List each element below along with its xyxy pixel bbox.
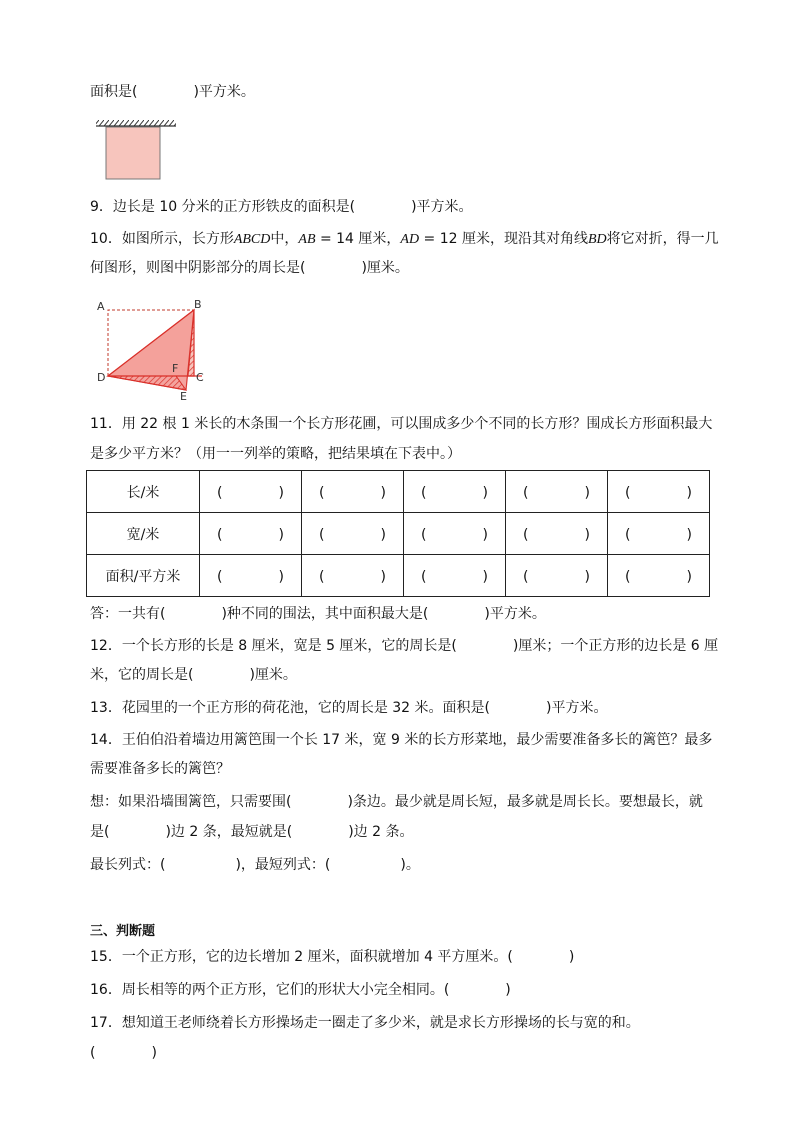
q10-line1 (90, 229, 719, 250)
q14-line4: 是( )边 2 条，最短就是( )边 2 条。 (90, 824, 414, 840)
q12-line2: 米，它的周长是( )厘米。 (90, 667, 297, 683)
hanging-rectangle-figure (94, 120, 184, 186)
shaded-region-lower (108, 376, 186, 390)
table-cell-blank[interactable]: ( ) (302, 555, 404, 597)
q15-text: 15．一个正方形，它的边长增加 2 厘米，面积就增加 4 平方厘米。( ) (90, 949, 575, 965)
table-cell-blank[interactable]: ( ) (506, 513, 608, 555)
q10-text-part: 将它对折，得一几 (606, 231, 719, 247)
label-c: C (196, 371, 204, 384)
folded-rectangle-figure (94, 296, 224, 400)
q10-var-abcd: ABCD (233, 232, 271, 247)
q10-var-bd: BD (587, 232, 607, 247)
table-cell-blank[interactable]: ( ) (302, 471, 404, 513)
q10-line2: 何图形，则图中阴影部分的周长是( )厘米。 (90, 260, 409, 276)
table-cell-blank[interactable]: ( ) (200, 555, 302, 597)
row-label-area: 面积/平方米 (87, 555, 200, 597)
q10-text-part: = 12 厘米，现沿其对角线 (419, 231, 588, 247)
q10-text-part: 10．如图所示，长方形 (90, 231, 234, 247)
table-cell-blank[interactable]: ( ) (506, 471, 608, 513)
q11-line2: 是多少平方米？（用一一列举的策略，把结果填在下表中。） (90, 446, 461, 462)
table-row-area (87, 555, 710, 597)
q8-tail-text: 面积是( )平方米。 (90, 84, 255, 100)
table-cell-blank[interactable]: ( ) (404, 513, 506, 555)
q17-line2: ( ) (90, 1045, 157, 1061)
label-f: F (172, 362, 179, 375)
table-cell-blank[interactable]: ( ) (200, 471, 302, 513)
row-label-length: 长/米 (87, 471, 200, 513)
q13-text: 13．花园里的一个正方形的荷花池，它的周长是 32 米。面积是( )平方米。 (90, 700, 608, 716)
hanging-rectangle (106, 127, 160, 179)
table-cell-blank[interactable]: ( ) (608, 555, 710, 597)
table-row-length (87, 471, 710, 513)
q14-line1: 14．王伯伯沿着墙边用篱笆围一个长 17 米，宽 9 米的长方形菜地，最少需要准备多长的篱笆？最多 (90, 732, 713, 748)
q10-var-ad: AD (400, 232, 420, 247)
table-cell-blank[interactable]: ( ) (608, 471, 710, 513)
q14-line2: 需要准备多长的篱笆？ (90, 761, 230, 777)
q11-line1: 11．用 22 根 1 米长的木条围一个长方形花圃，可以围成多少个不同的长方形？围成长方形面积最大 (90, 416, 713, 432)
label-a: A (97, 300, 105, 313)
table-cell-blank[interactable]: ( ) (608, 513, 710, 555)
q14-line5: 最长列式：( )，最短列式：( )。 (90, 857, 420, 873)
q12-line1: 12．一个长方形的长是 8 厘米，宽是 5 厘米，它的周长是( )厘米；一个正方形的边长是 6 厘 (90, 638, 719, 654)
table-cell-blank[interactable]: ( ) (302, 513, 404, 555)
q10-text-part: 中， (270, 231, 299, 247)
table-row-width (87, 513, 710, 555)
table-cell-blank[interactable]: ( ) (404, 555, 506, 597)
row-label-width: 宽/米 (87, 513, 200, 555)
table-cell-blank[interactable]: ( ) (404, 471, 506, 513)
label-b: B (194, 298, 202, 311)
wall-hatch (96, 120, 176, 126)
enumeration-table (86, 470, 710, 597)
q16-text: 16．周长相等的两个正方形，它们的形状大小完全相同。( ) (90, 982, 511, 998)
label-e: E (180, 390, 187, 400)
q9-text: 9．边长是 10 分米的正方形铁皮的面积是( )平方米。 (90, 199, 473, 215)
table-cell-blank[interactable]: ( ) (200, 513, 302, 555)
q17-line1: 17．想知道王老师绕着长方形操场走一圈走了多少米，就是求长方形操场的长与宽的和。 (90, 1015, 640, 1031)
q11-answer: 答：一共有( )种不同的围法，其中面积最大是( )平方米。 (90, 606, 546, 622)
label-d: D (97, 371, 106, 384)
section-title-judgement: 三、判断题 (90, 924, 156, 939)
q10-text-part: = 14 厘米， (315, 231, 401, 247)
q14-line3: 想：如果沿墙围篱笆，只需要围( )条边。最少就是周长短，最多就是周长长。要想最长，就 (90, 794, 703, 810)
table-cell-blank[interactable]: ( ) (506, 555, 608, 597)
q10-var-ab: AB (298, 232, 316, 247)
